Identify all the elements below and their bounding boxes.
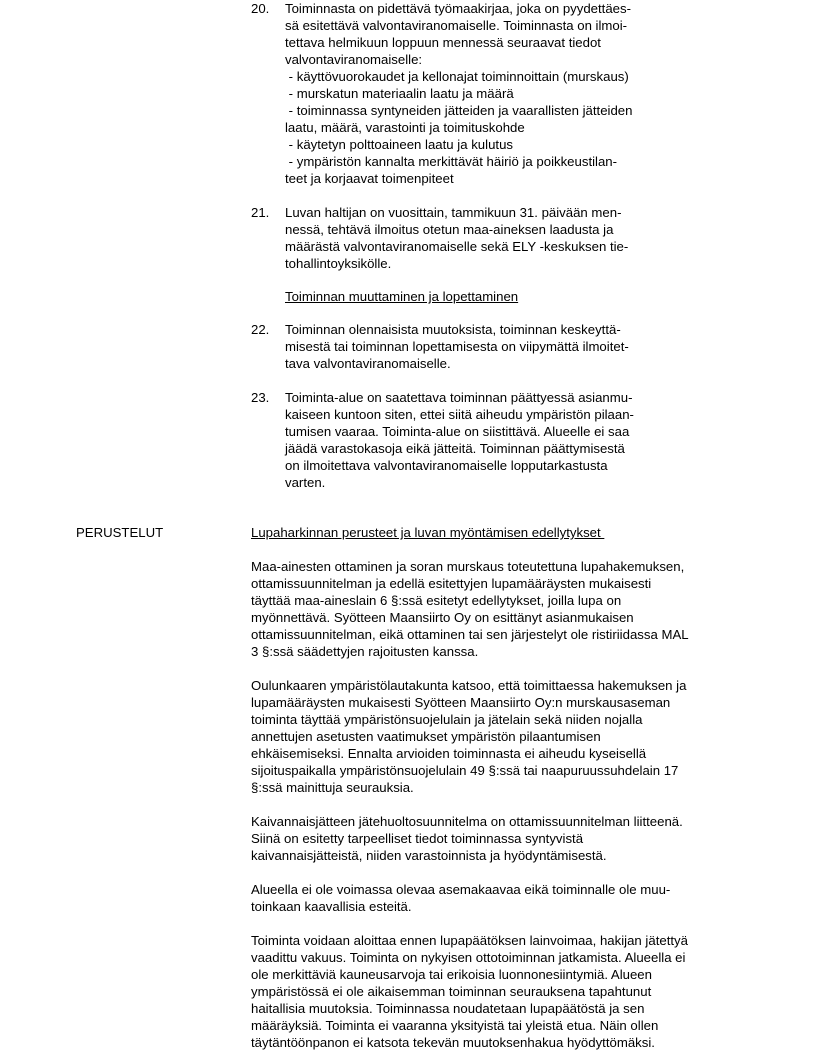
item-22-line: tava valvontaviranomaiselle. <box>285 356 451 371</box>
item-21-line: määrästä valvontaviranomaiselle sekä ELY -keskuksen tie- <box>285 239 629 254</box>
section-label: PERUSTELUT <box>76 525 164 540</box>
paragraph-line: täyttää maa-aineslain 6 §:ssä esitetyt edellytykset, joilla lupa on <box>251 593 622 608</box>
paragraph-line: täytäntöönpanon ei katsota tekevän muutoksenhakua hyödyttömäksi. <box>251 1035 655 1050</box>
subheading-change: Toiminnan muuttaminen ja lopettaminen <box>285 289 519 304</box>
item-20-line: laatu, määrä, varastointi ja toimituskohde <box>285 120 525 135</box>
paragraph-line: 3 §:ssä säädettyjen rajoitusten kanssa. <box>251 644 479 659</box>
paragraph-line: vaadittu vakuus. Toiminta on nykyisen ottotoiminnan jatkamista. Alueella ei <box>251 950 686 965</box>
item-20-number: 20. <box>251 1 270 16</box>
paragraph-line: ehkäisemiseksi. Ennalta arvioiden toiminnasta ei aiheudu kyseisellä <box>251 746 647 761</box>
item-20-line: sä esitettävä valvontaviranomaiselle. Toiminnasta on ilmoi- <box>285 18 628 33</box>
item-20-line: tettava helmikuun loppuun mennessä seuraavat tiedot <box>285 35 601 50</box>
item-21-line: tohallintoyksikölle. <box>285 256 392 271</box>
paragraph-line: Siinä on esitetty tarpeelliset tiedot toiminnassa syntyvistä <box>251 831 584 846</box>
item-22-number: 22. <box>251 322 270 337</box>
item-23-line: kaiseen kuntoon siten, ettei siitä aiheudu ympäristön pilaan- <box>285 407 634 422</box>
item-20-line: - käytetyn polttoaineen laatu ja kulutus <box>285 137 513 152</box>
paragraph-line: sijoituspaikalla ympäristönsuojelulain 49 §:ssä tai naapuruussuhdelain 17 <box>251 763 679 778</box>
paragraph-line: Maa-ainesten ottaminen ja soran murskaus toteutettuna lupahakemuksen, <box>251 559 685 574</box>
item-23-number: 23. <box>251 390 270 405</box>
item-20-line: - ympäristön kannalta merkittävät häiriö ja poikkeustilan- <box>285 154 618 169</box>
item-20-line: Toiminnasta on pidettävä työmaakirjaa, joka on pyydettäes- <box>285 1 631 16</box>
paragraph-line: haitallisia muutoksia. Toiminnassa noudatetaan lupapäätöstä ja sen <box>251 1001 645 1016</box>
item-23-line: Toiminta-alue on saatettava toiminnan päättyessä asianmu- <box>285 390 633 405</box>
paragraph-line: ympäristössä ei ole aikaisemman toiminnan seurauksena tapahtunut <box>251 984 652 999</box>
paragraph-line: §:ssä mainittuja seurauksia. <box>251 780 414 795</box>
item-23-line: on ilmoitettava valvontaviranomaiselle lopputarkastusta <box>285 458 608 473</box>
item-20-line: - toiminnassa syntyneiden jätteiden ja vaarallisten jätteiden <box>285 103 633 118</box>
paragraph-line: myönnettävä. Syötteen Maansiirto Oy on esittänyt asianmukaisen <box>251 610 634 625</box>
paragraph-line: toinkaan kaavallisia esteitä. <box>251 899 412 914</box>
paragraph-line: ottamissuunnitelman ja edellä esitettyjen lupamääräysten mukaisesti <box>251 576 652 591</box>
paragraph-line: ottamissuunnitelman, eikä ottaminen tai sen järjestelyt ole ristiriidassa MAL <box>251 627 689 642</box>
item-23-line: tumisen vaaraa. Toiminta-alue on siistittävä. Alueelle ei saa <box>285 424 630 439</box>
paragraph-line: annettujen asetusten vaatimukset ympäristön pilaantumisen <box>251 729 601 744</box>
item-20-line: - käyttövuorokaudet ja kellonajat toiminnoittain (murskaus) <box>285 69 629 84</box>
paragraph-line: Oulunkaaren ympäristölautakunta katsoo, että toimittaessa hakemuksen ja <box>251 678 687 693</box>
item-23-line: varten. <box>285 475 326 490</box>
paragraph-line: määräyksiä. Toiminta ei vaaranna yksityistä tai yleistä etua. Näin ollen <box>251 1018 659 1033</box>
item-20-line: teet ja korjaavat toimenpiteet <box>285 171 454 186</box>
paragraph-line: Toiminta voidaan aloittaa ennen lupapäätöksen lainvoimaa, hakijan jätettyä <box>251 933 688 948</box>
item-22-line: Toiminnan olennaisista muutoksista, toiminnan keskeyttä- <box>285 322 621 337</box>
paragraph-line: ole merkittäviä kauneusarvoja tai erikoisia luonnonesiintymiä. Alueen <box>251 967 652 982</box>
paragraph-line: lupamääräysten mukaisesti Syötteen Maansiirto Oy:n murskausaseman <box>251 695 671 710</box>
item-20-line: valvontaviranomaiselle: <box>285 52 423 67</box>
item-21-number: 21. <box>251 205 270 220</box>
paragraph-line: Kaivannaisjätteen jätehuoltosuunnitelma on ottamissuunnitelman liitteenä. <box>251 814 683 829</box>
item-21-line: Luvan haltijan on vuosittain, tammikuun 31. päivään men- <box>285 205 622 220</box>
item-23-line: jäädä varastokasoja eikä jätteitä. Toiminnan päättymisestä <box>285 441 625 456</box>
item-21-line: nessä, tehtävä ilmoitus otetun maa-aineksen laadusta ja <box>285 222 614 237</box>
item-22-line: misestä tai toiminnan lopettamisesta on viipymättä ilmoitet- <box>285 339 629 354</box>
paragraph-line: toiminta täyttää ympäristönsuojelulain ja jätelain sekä niiden nojalla <box>251 712 643 727</box>
paragraph-line: kaivannaisjätteistä, niiden varastoinnista ja hyödyntämisestä. <box>251 848 607 863</box>
section-heading: Lupaharkinnan perusteet ja luvan myöntämisen edellytykset <box>251 525 605 540</box>
paragraph-line: Alueella ei ole voimassa olevaa asemakaavaa eikä toiminnalle ole muu- <box>251 882 671 897</box>
item-20-line: - murskatun materiaalin laatu ja määrä <box>285 86 514 101</box>
